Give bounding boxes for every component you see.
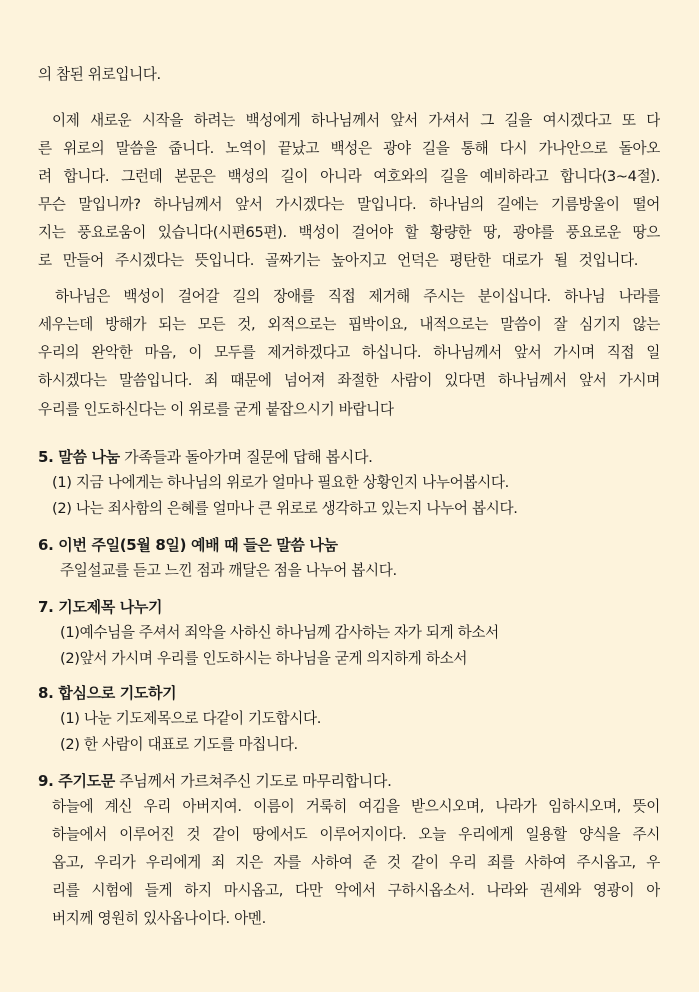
paragraph-line: 우리를 인도하신다는 이 위로를 굳게 붙잡으시기 바랍니다 xyxy=(38,401,394,418)
paragraph-line: 려 합니다. 그런데 본문은 백성의 길이 아니라 여호와의 길을 예비하라고 합니다(3~4절). xyxy=(38,168,660,185)
paragraph-line: 하나님은 백성이 걸어갈 길의 장애를 직접 제거해 주시는 분이십니다. 하나님 나라를 xyxy=(55,288,660,305)
section-heading xyxy=(38,683,660,703)
paragraph-line: 로 만들어 주시겠다는 뜻입니다. 골짜기는 높아지고 언덕은 평탄한 대로가 될 것입니다. xyxy=(38,252,638,269)
prayer-step-item: (1) 나눈 기도제목으로 다같이 기도합시다. xyxy=(60,710,322,727)
section-heading xyxy=(38,447,660,467)
prayer-line: 하늘에서 이루어진 것 같이 땅에서도 이루어지이다. 오늘 우리에게 일용할 양식을 주시 xyxy=(52,826,660,843)
section-heading xyxy=(38,535,660,555)
paragraph-line: 른 위로의 말씀을 줍니다. 노역이 끝났고 백성은 광야 길을 통해 다시 가나안으로 돌아오 xyxy=(38,140,660,157)
prayer-step-item: (2) 한 사람이 대표로 기도를 마칩니다. xyxy=(60,736,298,753)
question-item: (2) 나는 죄사함의 은혜를 얼마나 큰 위로로 생각하고 있는지 나누어 봅시다. xyxy=(52,500,518,517)
section-title: 7. 기도제목 나누기 xyxy=(38,598,163,616)
paragraph-line: 이제 새로운 시작을 하려는 백성에게 하나님께서 앞서 가셔서 그 길을 여시겠다고 또 다 xyxy=(52,112,660,129)
paragraph-line: 하시겠다는 말씀입니다. 죄 때문에 넘어져 좌절한 사람이 있다면 하나님께서 앞서 가시며 xyxy=(38,372,660,389)
section-description: 주님께서 가르쳐주신 기도로 마무리합니다. xyxy=(114,772,392,790)
section-heading xyxy=(38,771,660,791)
section-title: 9. 주기도문 xyxy=(38,772,115,790)
paragraph-line: 세우는데 방해가 되는 모든 것, 외적으로는 핍박이요, 내적으로는 말씀이 잘 심기지 않는 xyxy=(38,316,660,333)
prayer-topic-item: (1)예수님을 주셔서 죄악을 사하신 하나님께 감사하는 자가 되게 하소서 xyxy=(60,624,499,641)
section-title: 6. 이번 주일(5월 8일) 예배 때 들은 말씀 나눔 xyxy=(38,536,338,554)
question-item: (1) 지금 나에게는 하나님의 위로가 얼마나 필요한 상황인지 나누어봅시다. xyxy=(52,474,509,491)
prayer-line: 옵고, 우리가 우리에게 죄 지은 자를 사하여 준 것 같이 우리 죄를 사하여 주시옵고, 우 xyxy=(52,854,660,871)
section-title: 5. 말씀 나눔 xyxy=(38,448,120,466)
section-description: 주일설교를 듣고 느낀 점과 깨달은 점을 나누어 봅시다. xyxy=(60,562,397,579)
paragraph-line: 지는 풍요로움이 있습니다(시편65편). 백성이 걸어야 할 황량한 땅, 광야를 풍요로운 땅으 xyxy=(38,224,660,241)
prayer-line: 버지께 영원히 있사옵나이다. 아멘. xyxy=(52,910,266,927)
section-description: 가족들과 돌아가며 질문에 답해 봅시다. xyxy=(119,448,373,466)
section-heading xyxy=(38,597,660,617)
paragraph-line: 우리의 완악한 마음, 이 모두를 제거하겠다고 하십니다. 하나님께서 앞서 가시며 직접 일 xyxy=(38,344,660,361)
prayer-line: 리를 시험에 들게 하지 마시옵고, 다만 악에서 구하시옵소서. 나라와 권세와 영광이 아 xyxy=(52,882,660,899)
prayer-topic-item: (2)앞서 가시며 우리를 인도하시는 하나님을 굳게 의지하게 하소서 xyxy=(60,650,468,667)
intro-tail: 의 참된 위로입니다. xyxy=(38,66,161,83)
section-title: 8. 합심으로 기도하기 xyxy=(38,684,177,702)
prayer-line: 하늘에 계신 우리 아버지여. 이름이 거룩히 여김을 받으시오며, 나라가 임하시오며, 뜻이 xyxy=(52,798,660,815)
paragraph-line: 무슨 말입니까? 하나님께서 앞서 가시겠다는 말입니다. 하나님의 길에는 기름방울이 떨어 xyxy=(38,196,660,213)
